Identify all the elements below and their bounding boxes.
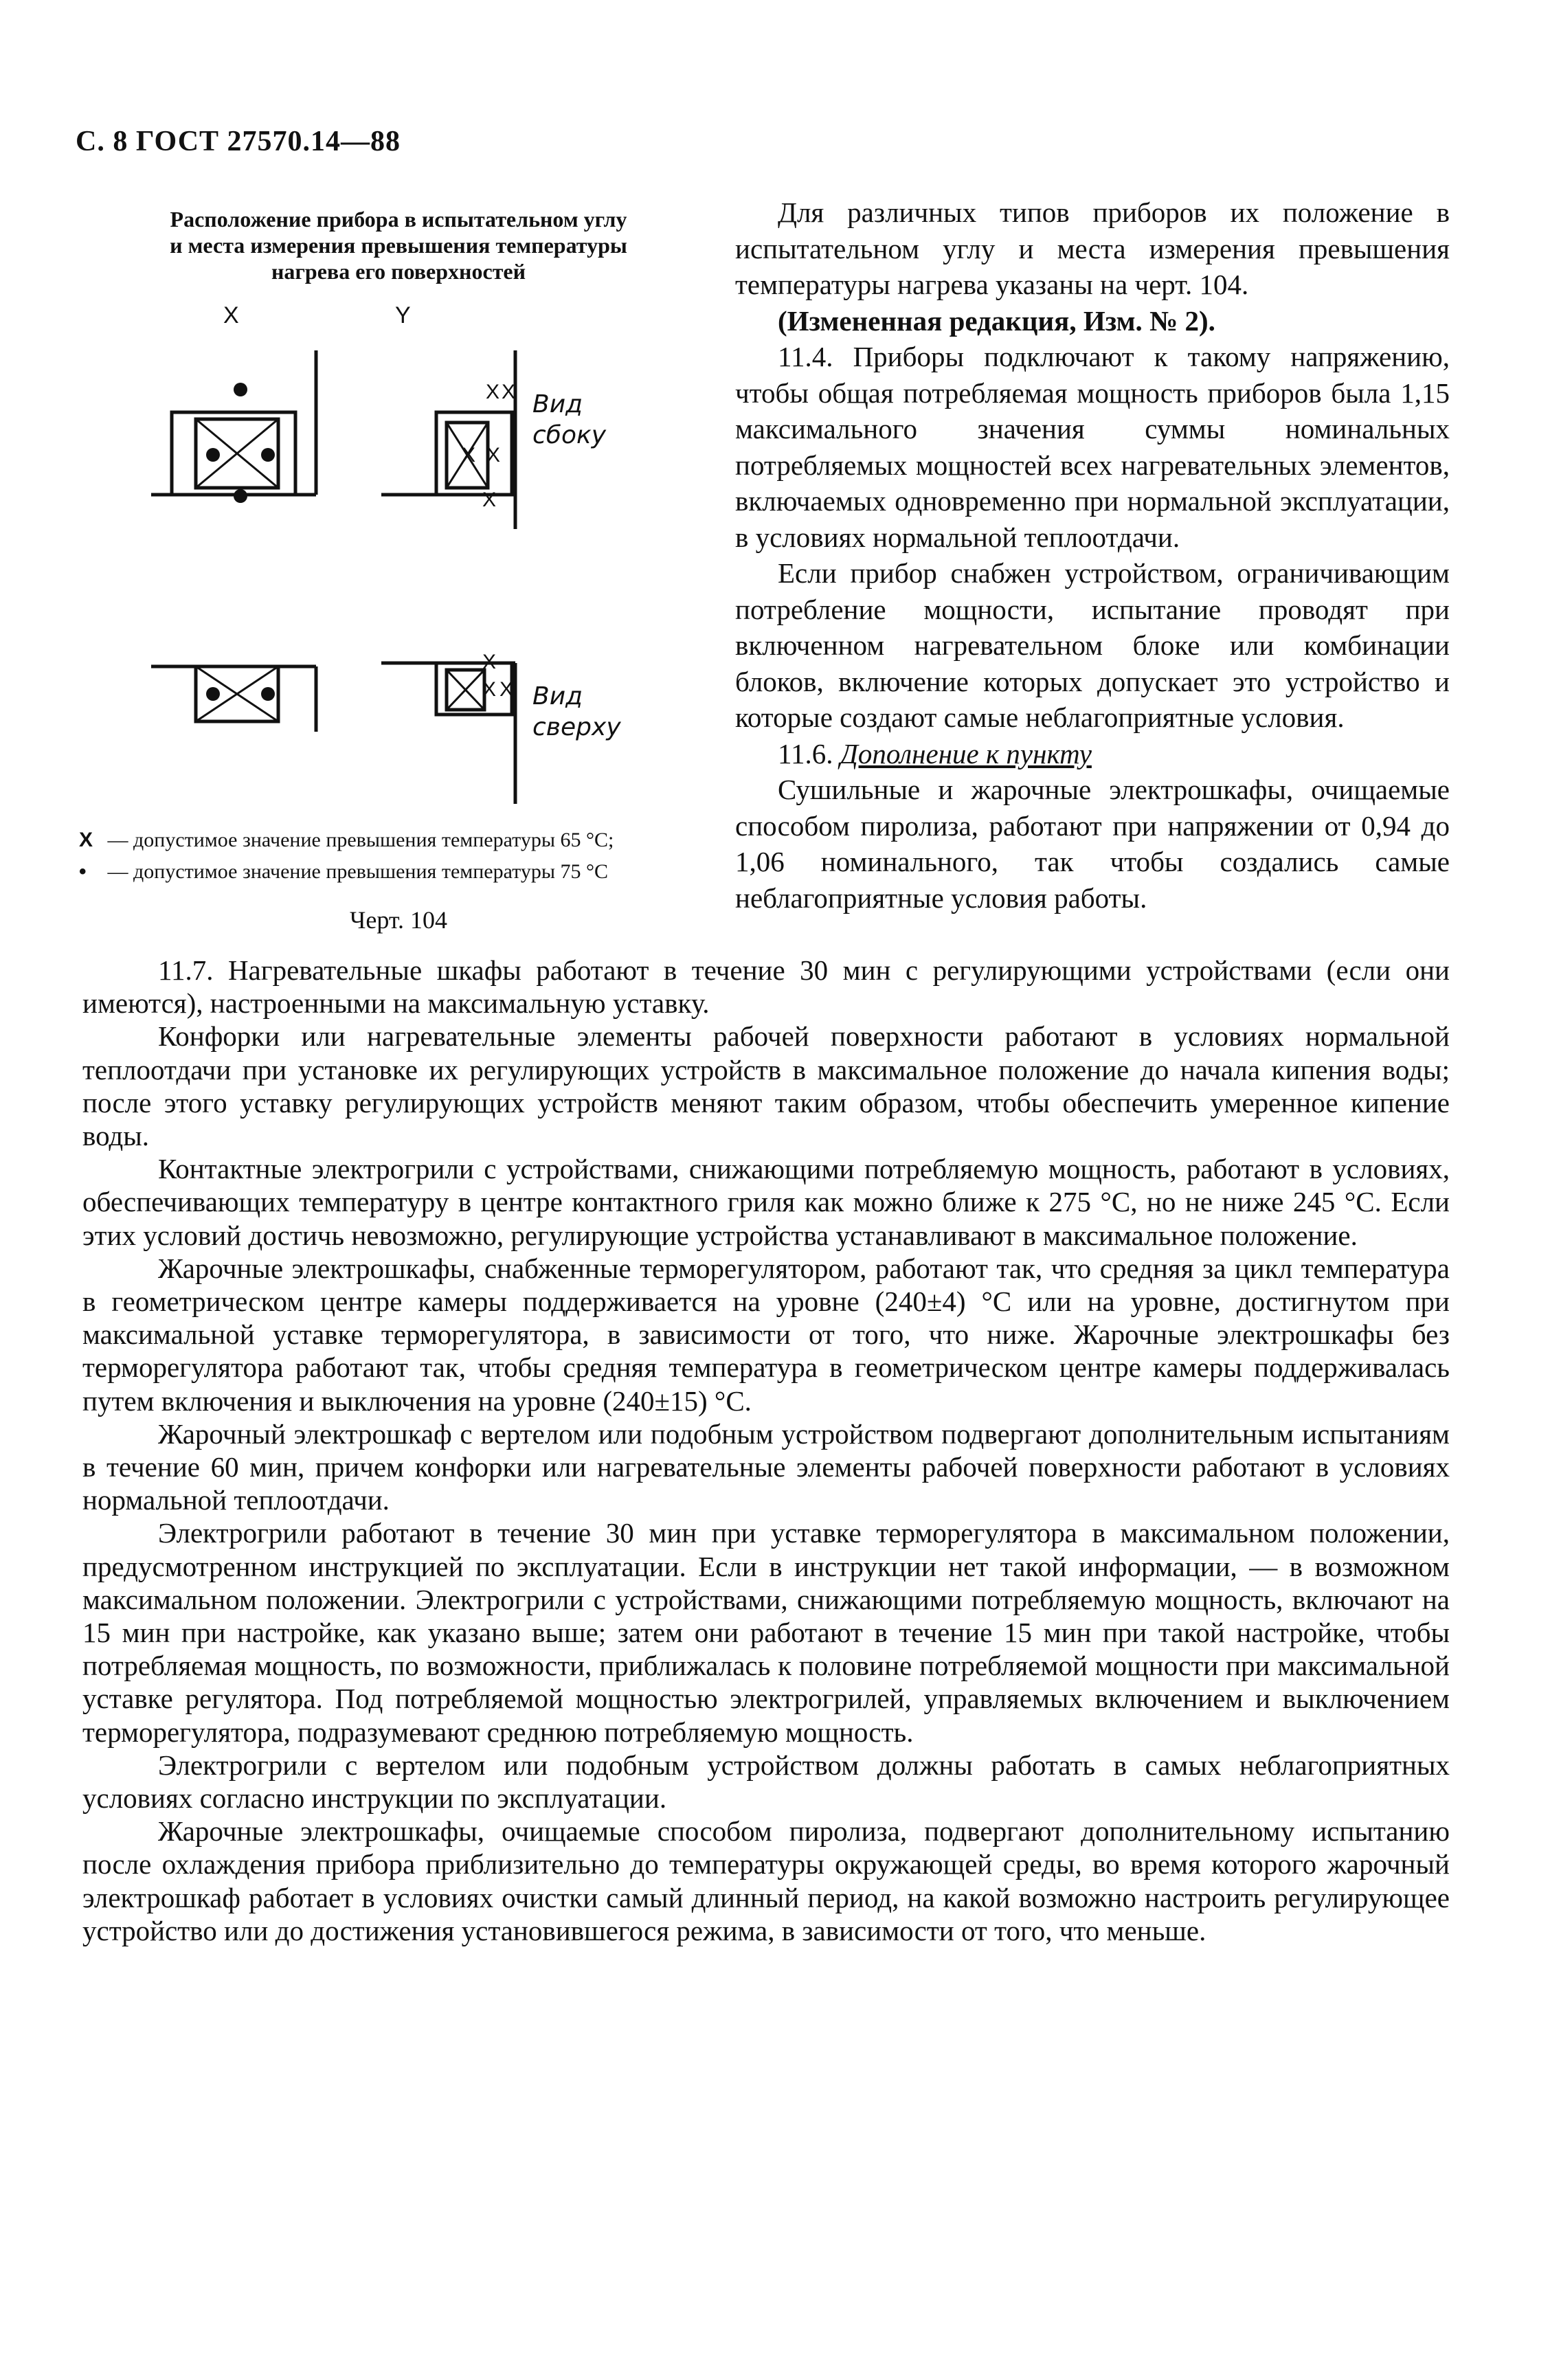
section-title: Дополнение к пункту [840,737,1092,770]
cross-marker: X [499,678,514,701]
label-x: X [223,302,239,328]
paragraph: Контактные электрогрили с устройствами, снижающими потребляемую мощность, работают в условиях, обеспечивающих температуру в центре контактного гриля как можно ближе к 275 °С, но не ниже 245 °С. Если этих условий достичь невозможно, регулирующие устройства устанавливают в максимальное положение. [82,1153,1450,1251]
paragraph: Жарочный электрошкаф с вертелом или подобным устройством подвергают дополнительным испытаниям в течение 60 мин, причем конфорки или нагревательные элементы рабочей поверхности работают в условиях нормальной теплоотдачи. [82,1417,1450,1516]
top-view-label: Вид [532,682,583,710]
side-view-label: Вид [532,390,583,418]
main-body [82,954,1450,1947]
paragraph: Жарочные электрошкафы, снабженные терморегулятором, работают так, что средняя за цикл температура в геометрическом центре камеры поддерживается на уровне (240±4) °С или на уровне, достигнутом при максимальной уставке терморегулятора, в зависимости от того, что ниже. Жарочные электрошкафы без терморегулятора работают так, чтобы средняя температура в геометрическом центре камеры поддерживалась путем включения и выключения на уровне (240±15) °С. [82,1252,1450,1417]
paragraph: Сушильные и жарочные электрошкафы, очищаемые способом пиролиза, работают при напряжении от 0,94 до 1,06 номинального, так чтобы создались самые неблагоприятные условия работы. [735,774,1450,914]
page-header: С. 8 ГОСТ 27570.14—88 [76,126,401,157]
paragraph: Для различных типов приборов их положение в испытательном углу и места измерения превышения температуры нагрева указаны на черт. 104. [735,197,1450,300]
paragraph: Если прибор снабжен устройством, ограничивающим потребление мощности, испытание проводят при включенном нагревательном блоке или комбинации блоков, включение которых допускает это устройство и которые создают самые неблагоприятные условия. [735,557,1450,733]
cross-marker: X [501,381,516,403]
paragraph: 11.4. Приборы подключают к такому напряжению, чтобы общая потребляемая мощность приборов была 1,15 максимального значения суммы номинальных потребляемых мощностей всех нагревательных элементов, включаемых одновременно при нормальной эксплуатации, в условиях нормальной теплоотдачи. [735,341,1450,553]
dot-symbol: • [79,860,87,883]
legend-text: — допустимое значение превышения температуры 65 °С; [102,829,614,851]
cross-symbol: X [79,829,93,851]
label-y: Y [395,302,411,328]
x-top-view [151,666,316,732]
legend-text: — допустимое значение превышения температуры 75 °С [102,860,609,883]
test-corner-diagram [137,302,646,811]
paragraph: Электрогрили с вертелом или подобным устройством должны работать в самых неблагоприятных условиях согласно инструкции по эксплуатации. [82,1749,1450,1815]
cross-marker: X [486,444,501,467]
right-column [735,194,1450,916]
legend-item [79,824,697,856]
paragraph: Жарочные электрошкафы, очищаемые способом пиролиза, подвергают дополнительному испытанию после охлаждения прибора приблизительно до температуры окружающей среды, во время которого жарочный электрошкаф работает в условиях очистки самый длинный период, на какой возможно настроить регулирующее устройство или до достижения установившегося режима, в зависимости от того, что меньше. [82,1815,1450,1946]
figure-caption: Черт. 104 [350,906,447,934]
figure-legend [79,824,697,888]
x-side-view [151,350,316,495]
legend-item [79,856,697,888]
figure-title [124,206,673,284]
cross-marker: X [485,381,500,403]
section-heading [735,736,1450,772]
top-view-label: сверху [532,713,621,741]
figure-title-line: и места измерения превышения температуры [170,233,627,258]
paragraph: Конфорки или нагревательные элементы рабочей поверхности работают в условиях нормальной теплоотдачи при установке их регулирующих устройств в максимальное положение до начала кипения воды; после этого уставку регулирующих устройств меняют таким образом, чтобы обеспечить умеренное кипение воды. [82,1020,1450,1152]
figure-title-line: нагрева его поверхностей [271,259,526,284]
cross-marker: X [482,678,497,701]
section-number: 11.6. [778,737,833,770]
amendment-note: (Измененная редакция, Изм. № 2). [778,304,1215,337]
paragraph: 11.7. Нагревательные шкафы работают в течение 30 мин с регулирующими устройствами (если они имеются), настроенными на максимальную уставку. [82,954,1450,1020]
cross-marker: X [482,651,497,673]
cross-marker: X [482,489,497,511]
figure-title-line: Расположение прибора в испытательном углу [170,207,627,232]
cross-marker: X [461,444,476,467]
paragraph: Электрогрили работают в течение 30 мин при уставке терморегулятора в максимальном положении, предусмотренном инструкцией по эксплуатации. Если в инструкции нет такой информации, — в возможном максимальном положении. Электрогрили с устройствами, снижающими потребляемую мощность, включают на 15 мин при настройке, как указано выше; затем они работают в течение 15 мин при такой настройке, чтобы потребляемая мощность, по возможности, приближалась к половине потребляемой мощности при максимальной уставке регулятора. Под потребляемой мощностью электрогрилей, управляемых включением и выключением терморегулятора, подразумевают среднюю потребляемую мощность. [82,1517,1450,1748]
side-view-label: сбоку [532,421,607,449]
